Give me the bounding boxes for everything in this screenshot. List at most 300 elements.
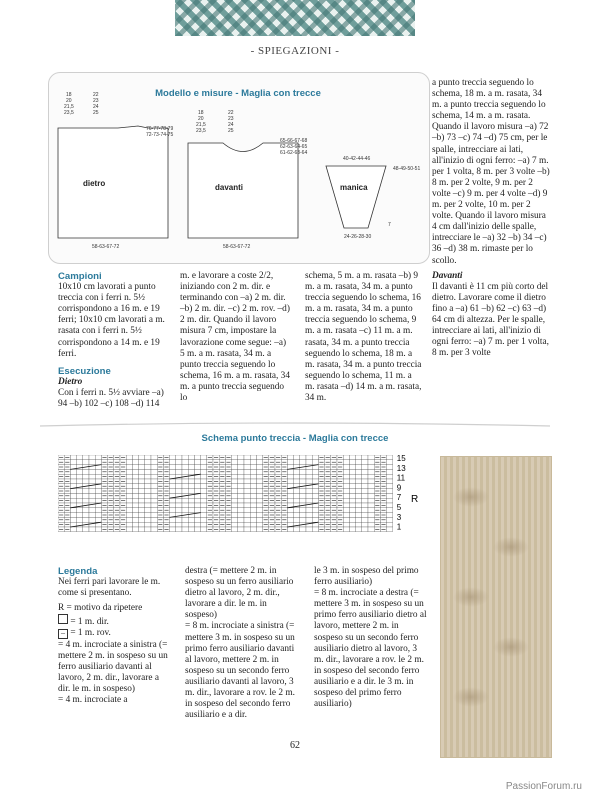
chart-cell — [343, 455, 349, 460]
chart-cell — [232, 484, 238, 489]
chart-cell — [151, 460, 157, 465]
schematics-svg — [48, 88, 428, 258]
chart-cell — [176, 484, 182, 489]
legend-heading: Legenda — [58, 566, 98, 577]
chart-cell — [287, 513, 293, 518]
chart-cell — [349, 503, 355, 508]
chart-cell — [368, 489, 374, 494]
column-4-body: a punto treccia seguendo lo schema, 18 m. a m. rasata, 34 m. a punto treccia seguendo lo schema, 14 m. a m. rasata. Quando il lavoro misura –a) 72 –b) 73 –c) 74 –d) 75 cm, per le spalle, intrecciare ai lati, all'inizio di ogni ferro: –a) 7 m. per 1 volta, 8 m. per 3 volte –b) 8 m. per 2 volte, 9 m. per 2 volte –c) 9 m. per 4 volte –d) 9 m. per 2 volte, 10 m. per 2 volte. Quando il lavoro misura 4 cm dall'inizio delle spalle, intrecciare le –a) 32 –b) 34 –c) 36 –d) 38 m. rimaste per lo scollo. — [432, 78, 550, 266]
chart-cell — [201, 460, 207, 465]
svg-text:72-73-74-75: 72-73-74-75 — [146, 132, 174, 138]
chart-cell — [287, 493, 293, 498]
chart-cell — [349, 479, 355, 484]
chart-cell — [300, 469, 306, 474]
chart-cell — [368, 513, 374, 518]
row-label: 7 — [396, 493, 402, 503]
chart-cell — [238, 484, 244, 489]
svg-text:23: 23 — [228, 116, 234, 122]
chart-cell — [356, 498, 362, 503]
chart-cell — [132, 522, 138, 527]
row-label: 1 — [396, 522, 402, 532]
chart-cell — [83, 517, 89, 522]
chart-cell — [151, 479, 157, 484]
chart-cell — [256, 484, 262, 489]
chart-cell — [132, 484, 138, 489]
chart-cell — [387, 493, 393, 498]
svg-text:18: 18 — [66, 92, 72, 98]
chart-cell — [312, 460, 318, 465]
chart-cell — [95, 493, 101, 498]
chart-cell — [176, 498, 182, 503]
chart-cell — [132, 455, 138, 460]
row-label: 3 — [396, 512, 402, 522]
svg-text:21,5: 21,5 — [196, 122, 206, 128]
chart-cell — [132, 465, 138, 470]
chart-cell — [356, 484, 362, 489]
chart-cell — [95, 498, 101, 503]
chart-cell — [287, 479, 293, 484]
chart-cell — [256, 522, 262, 527]
page-number: 62 — [290, 740, 300, 751]
chart-cell — [126, 517, 132, 522]
chart-cell — [145, 493, 151, 498]
chart-cell — [83, 489, 89, 494]
chart-cell — [362, 460, 368, 465]
chart-cell — [70, 493, 76, 498]
chart-cell — [77, 479, 83, 484]
chart-cell — [132, 513, 138, 518]
chart-cell — [368, 484, 374, 489]
chart-cell — [244, 508, 250, 513]
row-label: 11 — [396, 473, 406, 483]
chart-cell — [89, 517, 95, 522]
svg-text:23,5: 23,5 — [64, 110, 74, 116]
esecuzione-heading: Esecuzione — [58, 365, 111, 377]
chart-cell — [368, 522, 374, 527]
chart-cell — [368, 508, 374, 513]
chart-cell — [83, 469, 89, 474]
chart-cell — [89, 489, 95, 494]
chart-cell — [132, 508, 138, 513]
manica-schematic — [326, 156, 420, 240]
chart-cell — [132, 527, 138, 532]
chart-cell — [349, 527, 355, 532]
svg-text:7: 7 — [388, 222, 391, 228]
chart-cell — [250, 527, 256, 532]
chart-cell — [77, 513, 83, 518]
campioni-heading: Campioni — [58, 271, 102, 282]
chart-cell — [145, 460, 151, 465]
chart-cell — [238, 517, 244, 522]
chart-cell — [256, 455, 262, 460]
chart-cell — [387, 508, 393, 513]
chart-cell — [244, 465, 250, 470]
chart-cell — [300, 517, 306, 522]
chart-cell — [170, 479, 176, 484]
chart-cell — [176, 522, 182, 527]
chart-cell — [194, 469, 200, 474]
chart-cell — [294, 469, 300, 474]
chart-cell — [77, 508, 83, 513]
chart-cell — [362, 455, 368, 460]
chart-cell — [201, 484, 207, 489]
chart-cell — [182, 503, 188, 508]
chart-cell — [343, 513, 349, 518]
svg-text:23: 23 — [93, 98, 99, 104]
chart-cell — [362, 513, 368, 518]
chart-cell — [387, 522, 393, 527]
chart-cell — [343, 522, 349, 527]
chart-cell — [312, 489, 318, 494]
chart-cell — [126, 484, 132, 489]
chart-cell — [132, 469, 138, 474]
chart-cell — [238, 460, 244, 465]
chart-cell — [368, 474, 374, 479]
chart-cell — [300, 479, 306, 484]
chart-cell — [256, 527, 262, 532]
chart-cell — [139, 469, 145, 474]
chart-cell — [188, 455, 194, 460]
chart-cell — [201, 469, 207, 474]
chart-cell — [250, 484, 256, 489]
chart-cell — [287, 489, 293, 494]
chart-cell — [349, 513, 355, 518]
svg-text:62-63-64-65: 62-63-64-65 — [280, 144, 308, 150]
chart-cell — [349, 508, 355, 513]
chart-cell — [151, 513, 157, 518]
chart-cell — [238, 493, 244, 498]
chart-cell — [194, 517, 200, 522]
chart-cell — [232, 522, 238, 527]
chart-cell — [294, 474, 300, 479]
legend-intro: Nei ferri pari lavorare le m. come si presentano. — [58, 577, 161, 599]
chart-cell — [170, 469, 176, 474]
chart-cell — [83, 493, 89, 498]
dietro-heading: Dietro — [58, 376, 83, 387]
chart-cell — [176, 503, 182, 508]
chart-cell — [170, 465, 176, 470]
chart-cell — [132, 460, 138, 465]
chart-cell — [182, 469, 188, 474]
svg-text:24: 24 — [228, 122, 234, 128]
chart-cell — [300, 498, 306, 503]
section-title: - SPIEGAZIONI - — [250, 45, 340, 57]
chart-cell — [201, 503, 207, 508]
chart-cell — [70, 489, 76, 494]
chart-cell — [232, 517, 238, 522]
chart-cell — [387, 465, 393, 470]
chart-cell — [151, 527, 157, 532]
chart-cell — [362, 527, 368, 532]
chart-cell — [95, 460, 101, 465]
chart-cell — [126, 489, 132, 494]
chart-cell — [132, 493, 138, 498]
column-3-body: schema, 5 m. a m. rasata –b) 9 m. a m. rasata, 34 m. a punto treccia seguendo lo schema, 16 m. a m. rasata, 34 m. a punto treccia seguendo lo schema, 9 m. a m. rasata –c) 11 m. a m. rasata, 34 m. a punto treccia seguendo lo schema, 18 m. a m. rasata, 34 m. a punto treccia seguendo lo schema, 11 m. a m. rasata –d) 14 m. a m. rasata, 34 m. — [305, 271, 422, 404]
chart-cell — [70, 498, 76, 503]
chart-cell — [182, 498, 188, 503]
chart-cell — [250, 479, 256, 484]
chart-cell — [145, 527, 151, 532]
chart-cell — [250, 455, 256, 460]
dietro-body: Con i ferri n. 5½ avviare –a) 94 –b) 102 –c) 108 –d) 114 — [58, 387, 164, 410]
chart-cell — [356, 493, 362, 498]
chart-cell — [194, 527, 200, 532]
chart-cell — [188, 503, 194, 508]
chart-cell — [139, 465, 145, 470]
svg-text:61-62-63-64: 61-62-63-64 — [280, 150, 308, 156]
chart-cell — [306, 479, 312, 484]
models-title: Modello e misure - Maglia con trecce — [155, 88, 321, 99]
chart-cell — [89, 469, 95, 474]
chart-cell — [145, 498, 151, 503]
chart-cell — [139, 498, 145, 503]
chart-cell — [182, 484, 188, 489]
chart-cell — [256, 465, 262, 470]
chart-cell — [300, 474, 306, 479]
legend-dir-row — [58, 614, 172, 628]
chart-cell — [89, 474, 95, 479]
chart-cell — [126, 455, 132, 460]
legend-c2b: = 8 m. incrociate a sinistra (= mettere 3 m. in sospeso su un primo ferro ausiliario davanti al lavoro, mettere 2 m. in sospeso su un secondo ferro ausiliario davanti al lavoro, 3 m. dir., lavorare a rov. le 2 m. in sospeso del secondo ferro ausiliario e a dir. — [185, 621, 295, 721]
chart-cell — [244, 484, 250, 489]
legend-l1: = 4 m. incrociate a sinistra (= mettere 2 m. in sospeso su un ferro ausiliario davanti al lavoro, 2 m. dir., lavorare a dir. le m. in sospeso) — [58, 639, 168, 694]
chart-cell — [343, 474, 349, 479]
chart-cell — [201, 489, 207, 494]
chart-cell — [182, 479, 188, 484]
chart-cell — [83, 513, 89, 518]
chart-cell — [70, 455, 76, 460]
chart-cell — [343, 517, 349, 522]
chart-cell — [256, 503, 262, 508]
chart-cell — [182, 517, 188, 522]
chart-cell — [362, 503, 368, 508]
chart-cell — [238, 503, 244, 508]
chart-cell — [232, 513, 238, 518]
chart-cell — [176, 489, 182, 494]
chart-cell — [77, 498, 83, 503]
legend-c3: le 3 m. in sospeso del primo ferro ausiliario) — [314, 566, 419, 588]
chart-cell — [294, 508, 300, 513]
chart-cell — [294, 489, 300, 494]
chart-cell — [244, 513, 250, 518]
campioni-body: 10x10 cm lavorati a punto treccia con i ferri n. 5½ corrispondono a 16 m. e 19 ferri; 10x10 cm lavorati a m. rasata con i ferri n. 5½ corrispondono a 14 m. e 19 ferri. — [58, 282, 165, 359]
chart-cell — [244, 474, 250, 479]
chart-cell — [132, 498, 138, 503]
chart-cell — [368, 517, 374, 522]
chart-cell — [300, 508, 306, 513]
chart-cell — [306, 498, 312, 503]
chart-cell — [139, 484, 145, 489]
chart-cell — [194, 503, 200, 508]
chart-cell — [83, 508, 89, 513]
chart-cell — [387, 479, 393, 484]
chart-cell — [194, 479, 200, 484]
chart-cell — [145, 522, 151, 527]
chart-cell — [343, 489, 349, 494]
chart-cell — [145, 513, 151, 518]
chart-cell — [349, 460, 355, 465]
chart-cell — [238, 489, 244, 494]
chart-cell — [145, 479, 151, 484]
chart-cell — [238, 479, 244, 484]
chart-cell — [250, 493, 256, 498]
chart-cell — [77, 455, 83, 460]
chart-cell — [312, 513, 318, 518]
chart-cell — [170, 517, 176, 522]
chart-cell — [343, 465, 349, 470]
chart-cell — [387, 474, 393, 479]
chart-cell — [170, 522, 176, 527]
svg-text:58-63-67-72: 58-63-67-72 — [92, 244, 120, 250]
chart-cell — [145, 508, 151, 513]
chart-cell — [238, 498, 244, 503]
chart-cell — [362, 522, 368, 527]
chart-cell — [126, 474, 132, 479]
chart-cell — [362, 479, 368, 484]
chart-cell — [287, 474, 293, 479]
chart-cell — [287, 498, 293, 503]
chart-cell — [89, 460, 95, 465]
chart-cell — [194, 508, 200, 513]
chart-cell — [362, 484, 368, 489]
chart-cell — [312, 455, 318, 460]
chart-cell — [232, 479, 238, 484]
chart-cell — [312, 493, 318, 498]
chart-cell — [312, 517, 318, 522]
chart-cell — [83, 455, 89, 460]
chart-cell — [139, 513, 145, 518]
chart-cell — [170, 489, 176, 494]
chart-cell — [256, 498, 262, 503]
chart-cell — [300, 527, 306, 532]
chart-cell — [176, 479, 182, 484]
chart-cell — [194, 484, 200, 489]
chart-cell — [176, 460, 182, 465]
chart-cell — [126, 503, 132, 508]
chart-cell — [250, 469, 256, 474]
chart-cell — [256, 508, 262, 513]
chart-cell — [83, 460, 89, 465]
chart-cell — [83, 474, 89, 479]
svg-text:76-77-78-79: 76-77-78-79 — [146, 126, 174, 132]
chart-cell — [387, 469, 393, 474]
chart-cell — [387, 503, 393, 508]
chart-cell — [83, 527, 89, 532]
chart-cell — [77, 474, 83, 479]
chart-cell — [194, 522, 200, 527]
chart-cell — [356, 479, 362, 484]
chart-cell — [343, 527, 349, 532]
chart-cell — [368, 527, 374, 532]
chart-cell — [139, 479, 145, 484]
chart-cell — [349, 489, 355, 494]
chart-cell — [188, 479, 194, 484]
chart-cell — [232, 498, 238, 503]
legend-c2: destra (= mettere 2 m. in sospeso su un ferro ausiliario dietro al lavoro, 2 m. dir., lavorare a dir. le m. in sospeso) — [185, 566, 294, 621]
chart-cell — [250, 522, 256, 527]
chart-cell — [356, 455, 362, 460]
chart-cell — [139, 474, 145, 479]
chart-cell — [368, 465, 374, 470]
chart-cell — [132, 479, 138, 484]
chart-cell — [287, 517, 293, 522]
chart-cell — [201, 465, 207, 470]
chart-cell — [362, 498, 368, 503]
chart-cell — [250, 508, 256, 513]
chart-cell — [238, 508, 244, 513]
legend-l2: = 4 m. incrociate a — [58, 695, 128, 706]
legend-dir-text: = 1 m. dir. — [70, 617, 109, 628]
chart-cell — [145, 465, 151, 470]
chart-cell — [244, 522, 250, 527]
svg-text:22: 22 — [228, 110, 234, 116]
chart-cell — [356, 469, 362, 474]
chart-cell — [232, 527, 238, 532]
chart-cell — [126, 522, 132, 527]
chart-cell — [182, 455, 188, 460]
chart-cell — [256, 517, 262, 522]
chart-cell — [387, 460, 393, 465]
chart-cell — [188, 517, 194, 522]
chart-title: Schema punto treccia - Maglia con trecce — [201, 433, 389, 444]
chart-cell — [362, 517, 368, 522]
watermark: PassionForum.ru — [505, 781, 582, 792]
chart-cell — [132, 517, 138, 522]
davanti-label: davanti — [215, 183, 244, 192]
chart-cell — [387, 513, 393, 518]
chart-cell — [238, 522, 244, 527]
empty-square-icon — [58, 614, 68, 624]
text-column-3 — [305, 271, 422, 404]
chart-cell — [306, 513, 312, 518]
chart-cell — [126, 508, 132, 513]
chart-cell — [188, 498, 194, 503]
chart-cell — [145, 517, 151, 522]
chart-cell — [176, 517, 182, 522]
svg-text:58-63-67-72: 58-63-67-72 — [223, 244, 251, 250]
chart-cell — [244, 479, 250, 484]
chart-cell — [306, 517, 312, 522]
chart-cell — [182, 460, 188, 465]
chart-cell — [126, 498, 132, 503]
chart-cell — [70, 513, 76, 518]
chart-cell — [77, 469, 83, 474]
chart-cell — [244, 498, 250, 503]
chart-cell — [126, 479, 132, 484]
chart-cell — [368, 498, 374, 503]
chart-cell — [151, 522, 157, 527]
chart-cell — [201, 522, 207, 527]
chart-cell — [188, 460, 194, 465]
chart-cell — [170, 498, 176, 503]
svg-text:65-66-67-68: 65-66-67-68 — [280, 138, 308, 144]
chart-cell — [349, 474, 355, 479]
chart-cell — [256, 474, 262, 479]
chart-cell — [170, 503, 176, 508]
chart-cell — [238, 469, 244, 474]
chart-cell — [294, 479, 300, 484]
dash-square-icon: – — [58, 629, 68, 639]
decorative-pattern-band — [175, 0, 415, 36]
chart-cell — [349, 455, 355, 460]
chart-cell — [250, 503, 256, 508]
chart-cell — [70, 527, 76, 532]
chart-cell — [244, 489, 250, 494]
chart-cell — [356, 517, 362, 522]
chart-cell — [151, 484, 157, 489]
chart-cell — [362, 474, 368, 479]
chart-cell — [194, 465, 200, 470]
